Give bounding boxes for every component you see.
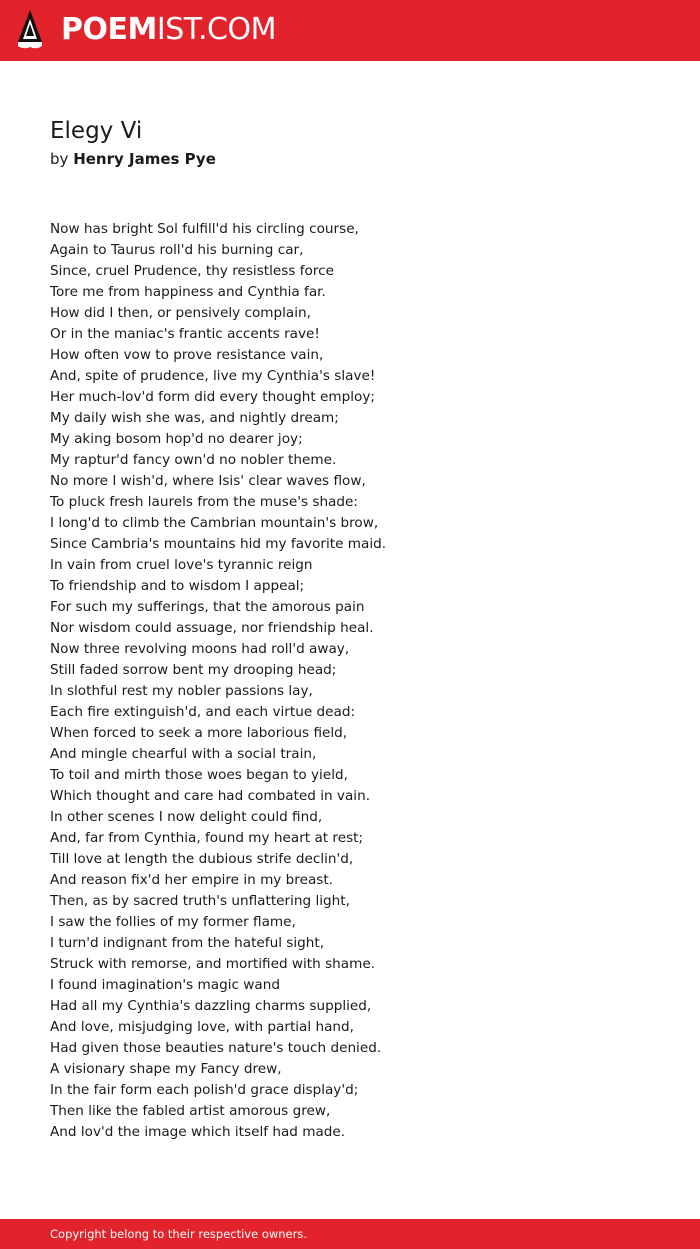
poem-line: I long'd to climb the Cambrian mountain's brow, <box>50 515 379 531</box>
poem-line: Nor wisdom could assuage, nor friendship heal. <box>50 620 374 636</box>
poem-line: Tore me from happiness and Cynthia far. <box>50 284 326 300</box>
poem-line: Which thought and care had combated in vain. <box>50 788 371 804</box>
poem-line: Had given those beauties nature's touch denied. <box>50 1040 382 1056</box>
poem-line: In the fair form each polish'd grace display'd; <box>50 1082 359 1098</box>
poem-line: And, spite of prudence, live my Cynthia's slave! <box>50 368 376 384</box>
poem-line: Then like the fabled artist amorous grew, <box>50 1103 331 1119</box>
poem-line: To friendship and to wisdom I appeal; <box>50 578 305 594</box>
poem-line: A visionary shape my Fancy drew, <box>50 1061 282 1077</box>
brand-name-light: IST.COM <box>156 12 276 47</box>
poem-title: Elegy Vi <box>50 118 143 144</box>
poem-line: Still faded sorrow bent my drooping head; <box>50 662 337 678</box>
poem-line: And reason fix'd her empire in my breast. <box>50 872 334 888</box>
poem-line: My raptur'd fancy own'd no nobler theme. <box>50 452 337 468</box>
poem-line: In other scenes I now delight could find, <box>50 809 323 825</box>
poem-line: Struck with remorse, and mortified with shame. <box>50 956 376 972</box>
poem-line: My aking bosom hop'd no dearer joy; <box>50 431 303 447</box>
poem-line: Then, as by sacred truth's unflattering light, <box>50 893 350 909</box>
author-name: Henry James Pye <box>73 150 216 168</box>
poem-line: Her much-lov'd form did every thought employ; <box>50 389 375 405</box>
poem-body <box>50 219 670 1143</box>
poem-line: Since, cruel Prudence, thy resistless force <box>50 263 334 279</box>
poem-line: And lov'd the image which itself had made. <box>50 1124 346 1140</box>
poem-line: Again to Taurus roll'd his burning car, <box>50 242 304 258</box>
poem-line: How often vow to prove resistance vain, <box>50 347 324 363</box>
poem-line: My daily wish she was, and nightly dream; <box>50 410 339 426</box>
site-logo-link[interactable] <box>61 12 276 48</box>
poem-line: To pluck fresh laurels from the muse's shade: <box>50 494 358 510</box>
brand-name-bold: POEM <box>61 12 157 47</box>
poem-line: Since Cambria's mountains hid my favorite maid. <box>50 536 387 552</box>
poem-line: For such my sufferings, that the amorous pain <box>50 599 365 615</box>
by-label: by <box>50 150 69 168</box>
poem-line: I found imagination's magic wand <box>50 977 280 993</box>
byline <box>50 149 216 169</box>
poem-line: And mingle chearful with a social train, <box>50 746 317 762</box>
poem-line: I turn'd indignant from the hateful sight, <box>50 935 325 951</box>
poem-line: When forced to seek a more laborious field, <box>50 725 348 741</box>
poem-line: In vain from cruel love's tyrannic reign <box>50 557 313 573</box>
poem-line: Now has bright Sol fulfill'd his circling course, <box>50 221 359 237</box>
poem-line: How did I then, or pensively complain, <box>50 305 311 321</box>
poem-line: To toil and mirth those woes began to yield, <box>50 767 348 783</box>
poem-line: Had all my Cynthia's dazzling charms supplied, <box>50 998 372 1014</box>
poem-line: I saw the follies of my former flame, <box>50 914 296 930</box>
site-header <box>0 0 700 61</box>
poem-line: Each fire extinguish'd, and each virtue dead: <box>50 704 356 720</box>
poem-line: Now three revolving moons had roll'd away, <box>50 641 350 657</box>
pencil-tip-icon[interactable] <box>17 9 43 51</box>
site-footer <box>0 1219 700 1249</box>
copyright-notice: Copyright belong to their respective owners. <box>50 1227 308 1241</box>
poem-line: And, far from Cynthia, found my heart at rest; <box>50 830 364 846</box>
poem-line: Till love at length the dubious strife declin'd, <box>50 851 354 867</box>
poem-line: In slothful rest my nobler passions lay, <box>50 683 313 699</box>
poem-line: No more I wish'd, where Isis' clear waves flow, <box>50 473 366 489</box>
poem-line: And love, misjudging love, with partial hand, <box>50 1019 355 1035</box>
poem-line: Or in the maniac's frantic accents rave! <box>50 326 320 342</box>
